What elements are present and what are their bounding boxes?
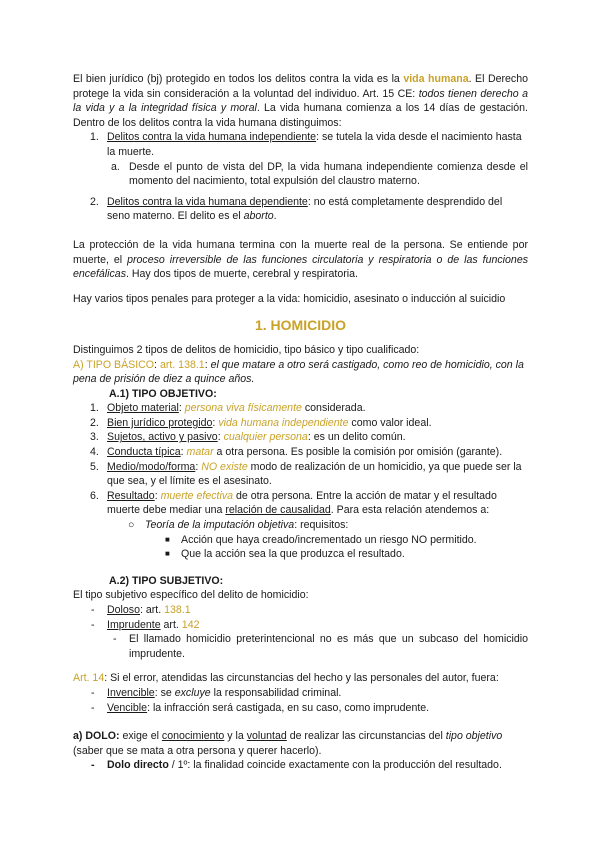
- list-item: - Imprudente art. 142: [91, 618, 200, 631]
- vida-humana-highlight: vida humana: [403, 73, 469, 85]
- section-heading-homicidio: 1. HOMICIDIO: [254, 317, 346, 334]
- list-item: - Vencible: la infracción será castigada, en su caso, como imprudente.: [91, 701, 430, 714]
- list-item: - Invencible: se excluye la responsabilidad criminal.: [91, 686, 342, 699]
- tipo-objetivo-heading: A.1) TIPO OBJETIVO:: [109, 387, 217, 400]
- list-item: 2. Bien jurídico protegido: vida humana independiente como valor ideal.: [90, 416, 432, 429]
- list-item: ■ Que la acción sea la que produzca el resultado.: [165, 548, 405, 561]
- intro-paragraph: El bien jurídico (bj) protegido en todos los delitos contra la vida es la vida humana. El Derecho protege la vida sin consideración a la voluntad del individuo. Art. 15 CE: todos tienen derecho a la vida y a la integridad física y moral. La vida humana comienza a los 14 días de gestación. Dentro de los delitos contra la vida humana distinguimos:: [73, 73, 529, 129]
- list-item: 3. Sujetos, activo y pasivo: cualquier persona: es un delito común.: [90, 431, 406, 444]
- list-item: ■ Acción que haya creado/incrementado un riesgo NO permitido.: [165, 533, 477, 546]
- distinguimos-paragraph: Distinguimos 2 tipos de delitos de homicidio, tipo básico y tipo cualificado:: [73, 343, 420, 356]
- list-item: - Dolo directo / 1º: la finalidad coincide exactamente con la producción del resultado.: [91, 759, 502, 772]
- list-item: 1. Delitos contra la vida humana independiente: se tutela la vida desde el nacimiento hasta la muerte.: [90, 131, 522, 158]
- tipos-penales-paragraph: Hay varios tipos penales para proteger a la vida: homicidio, asesinato o inducción al suicidio: [73, 292, 506, 305]
- dolo-paragraph: a) DOLO: exige el conocimiento y la voluntad de realizar las circunstancias del tipo objetivo (saber que se mata a otra persona y querer hacerlo).: [73, 730, 503, 757]
- document-page: [73, 72, 528, 773]
- tipo-basico-paragraph: A) TIPO BÁSICO: art. 138.1: el que matare a otro será castigado, como reo de homicidio, con la pena de prisión de diez a quince años.: [73, 358, 524, 386]
- art14-paragraph: Art. 14: Si el error, atendidas las circunstancias del hecho y las personales del autor, fuera:: [73, 672, 499, 685]
- muerte-paragraph: La protección de la vida humana termina con la muerte real de la persona. Se entiende por muerte, el proceso irreversible de las funciones circulatoria y respiratoria o de las funciones encefálicas. Hay dos tipos de muerte, cerebral y respiratoria.: [73, 238, 529, 281]
- list-item: 5. Medio/modo/forma: NO existe modo de realización de un homicidio, ya que puede ser la que sea, y el límite es el asesinato.: [90, 460, 522, 488]
- list-item: 4. Conducta típica: matar a otra persona. Es posible la comisión por omisión (garante).: [90, 446, 503, 459]
- list-item: 2. Delitos contra la vida humana dependiente: no está completamente desprendido del seno materno. El delito es el aborto.: [90, 195, 503, 223]
- list-item: - El llamado homicidio preterintencional no es más que un subcaso del homicidio imprudente.: [113, 633, 528, 660]
- list-item: a. Desde el punto de vista del DP, la vida humana independiente comienza desde el momento del nacimiento, total expulsión del claustro materno.: [111, 160, 528, 188]
- list-item: 1. Objeto material: persona viva físicamente considerada.: [90, 402, 366, 415]
- tipo-subjetivo-heading: A.2) TIPO SUBJETIVO:: [109, 574, 224, 587]
- list-item: ○ Teoría de la imputación objetiva: requisitos:: [128, 519, 349, 532]
- subjetivo-paragraph: El tipo subjetivo específico del delito de homicidio:: [73, 589, 309, 602]
- list-item: - Doloso: art. 138.1: [91, 604, 191, 616]
- list-item: 6. Resultado: muerte efectiva de otra persona. Entre la acción de matar y el resultado muerte debe mediar una relación de causalidad. Para esta relación atendemos a:: [90, 489, 497, 517]
